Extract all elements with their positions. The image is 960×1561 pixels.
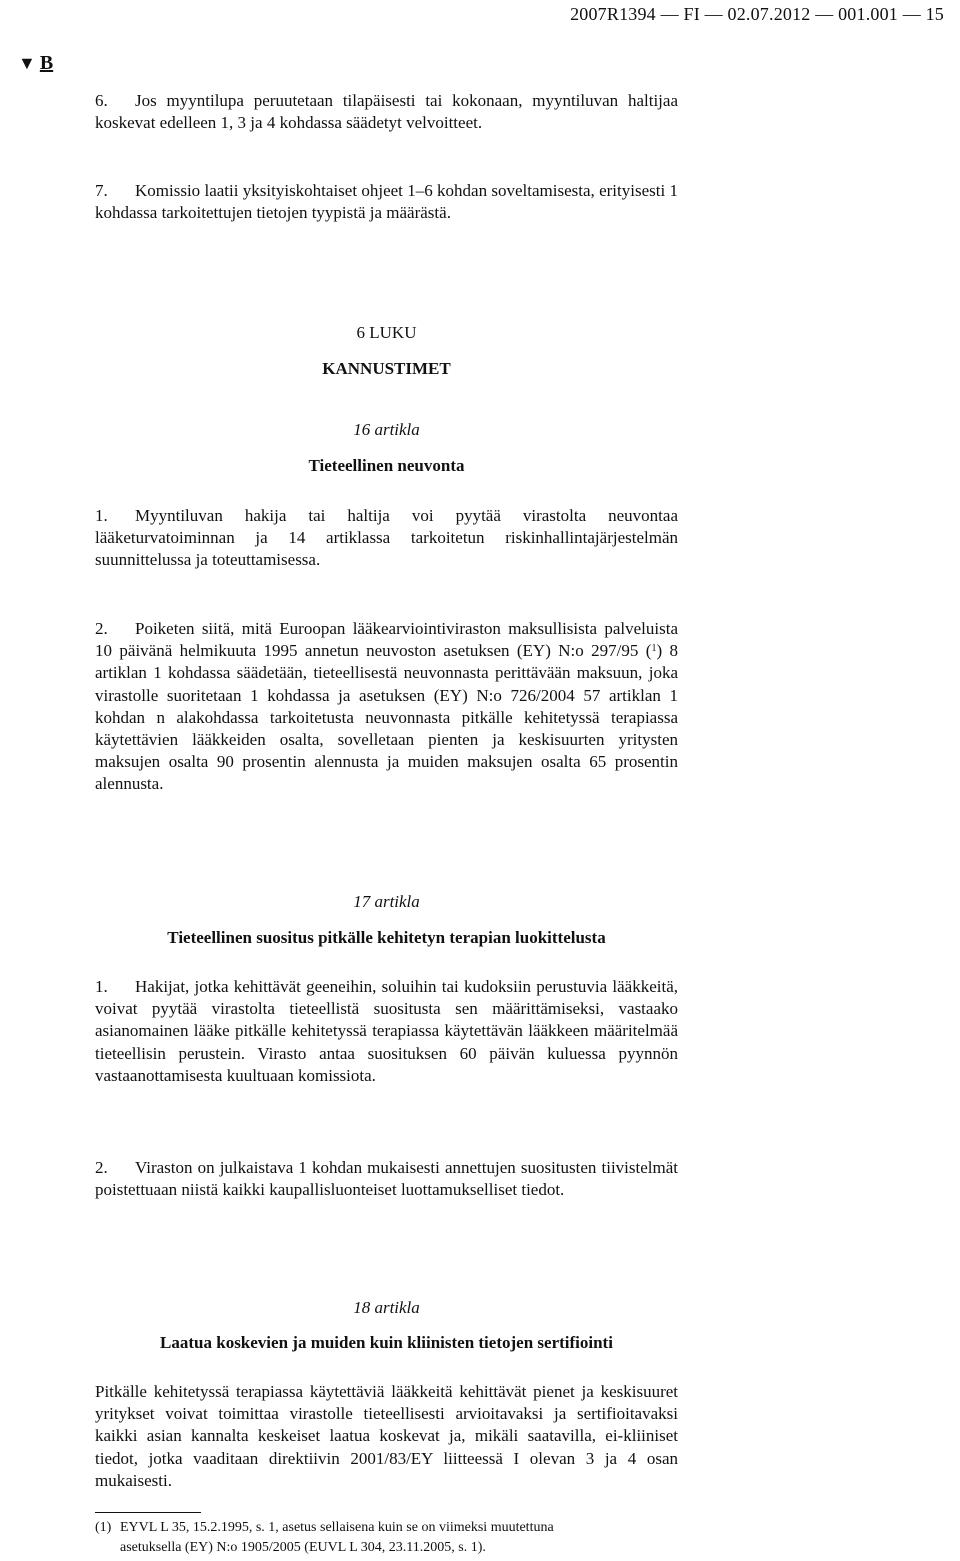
article-16-title: Tieteellinen neuvonta xyxy=(308,456,465,475)
footnote-reference[interactable]: 1 xyxy=(651,643,657,655)
article-16-paragraph-2 xyxy=(95,618,678,796)
paragraph-number: 2. xyxy=(95,619,108,638)
article-17-title: Tieteellinen suositus pitkälle kehitetyn terapian luokittelusta xyxy=(167,928,606,947)
footnote-mark: (1) xyxy=(95,1520,112,1535)
paragraph-text-part-2: ) 8 artiklan 1 kohdassa säädetään, tieteellisestä neuvonnasta perittävään maksuun, joka virastolle suoritetaan 1 kohdassa ja asetuksen (EY) N:o 726/2004 57 artiklan 1 kohdan n alakohdassa tarkoitetusta neuvonnasta pitkälle kehitetyssä terapiassa käytettävien lääkkeiden osalta, sovelletaan pienten ja keskisuurten yritysten maksujen osalta 90 prosentin alennusta ja muiden maksujen osalta 65 prosentin alennusta. xyxy=(95,641,678,794)
page-header-reference: 2007R1394 — FI — 02.07.2012 — 001.001 — 15 xyxy=(570,4,944,24)
triangle-down-icon: ▼ xyxy=(18,53,36,73)
chapter-number: 6 LUKU xyxy=(356,323,417,342)
paragraph-7 xyxy=(95,180,678,224)
paragraph-text: Myyntiluvan hakija tai haltija voi pyytää virastolta neuvontaa lääketurvatoiminnan ja 14 artiklassa tarkoitetun riskinhallintajärjestelmän suunnittelussa ja toteuttamisessa. xyxy=(95,506,678,570)
amendment-marker xyxy=(18,52,53,75)
footnote-divider xyxy=(95,1512,201,1513)
article-17-paragraph-2 xyxy=(95,1157,678,1201)
paragraph-text: Komissio laatii yksityiskohtaiset ohjeet 1–6 kohdan soveltamisesta, erityisesti 1 kohdassa tarkoitettujen tietojen tyypistä ja määrästä. xyxy=(95,181,678,223)
amendment-marker-letter: B xyxy=(39,52,54,74)
footnote-line-2: asetuksella (EY) N:o 1905/2005 (EUVL L 304, 23.11.2005, s. 1). xyxy=(120,1540,486,1555)
footnote xyxy=(95,1518,695,1558)
article-18-heading: 18 artikla xyxy=(353,1298,420,1317)
paragraph-6 xyxy=(95,90,678,134)
paragraph-number: 2. xyxy=(95,1158,108,1177)
paragraph-number: 6. xyxy=(95,91,108,110)
article-16-heading: 16 artikla xyxy=(353,420,420,439)
article-18-title: Laatua koskevien ja muiden kuin kliinisten tietojen sertifiointi xyxy=(160,1333,613,1352)
article-17-paragraph-1 xyxy=(95,976,678,1087)
paragraph-text-part-1: Poiketen siitä, mitä Euroopan lääkearviointiviraston maksullisista palveluista 10 päivänä helmikuuta 1995 annetun neuvoston asetuksen (EY) N:o 297/95 ( xyxy=(95,619,678,661)
paragraph-text: Hakijat, jotka kehittävät geeneihin, soluihin tai kudoksiin perustuvia lääkkeitä, voivat pyytää virastolta tieteellistä suositusta sen määrittämiseksi, vastaako asianomainen lääke pitkälle kehitetyssä terapiassa käytettävän lääkkeen määritelmää tieteellisin perustein. Virasto antaa suosituksen 60 päivän kuluessa pyynnön vastaanottamisesta kuultuaan komissiota. xyxy=(95,977,678,1085)
paragraph-text: Jos myyntilupa peruutetaan tilapäisesti tai kokonaan, myyntiluvan haltijaa koskevat edelleen 1, 3 ja 4 kohdassa säädetyt velvoitteet. xyxy=(95,91,678,133)
article-18-text: Pitkälle kehitetyssä terapiassa käytettäviä lääkkeitä kehittävät pienet ja keskisuuret yritykset voivat toimittaa virastolle tieteellisesti arvioitavaksi ja sertifioitavaksi kaikki asian kannalta keskeiset laatua koskevat ja, mikäli saatavilla, ei-kliiniset tiedot, jotka vaaditaan direktiivin 2001/83/EY liitteessä I olevan 3 ja 4 osan mukaisesti. xyxy=(95,1382,678,1490)
paragraph-number: 1. xyxy=(95,977,108,996)
paragraph-text: Viraston on julkaistava 1 kohdan mukaisesti annettujen suositusten tiivistelmät poistettuaan niistä kaikki kaupallisluonteiset luottamukselliset tiedot. xyxy=(95,1158,678,1200)
chapter-title: KANNUSTIMET xyxy=(322,359,451,378)
footnote-line-1: EYVL L 35, 15.2.1995, s. 1, asetus sellaisena kuin se on viimeksi muutettuna xyxy=(120,1520,554,1535)
paragraph-number: 7. xyxy=(95,181,108,200)
paragraph-number: 1. xyxy=(95,506,108,525)
article-16-paragraph-1 xyxy=(95,505,678,572)
article-17-heading: 17 artikla xyxy=(353,892,420,911)
